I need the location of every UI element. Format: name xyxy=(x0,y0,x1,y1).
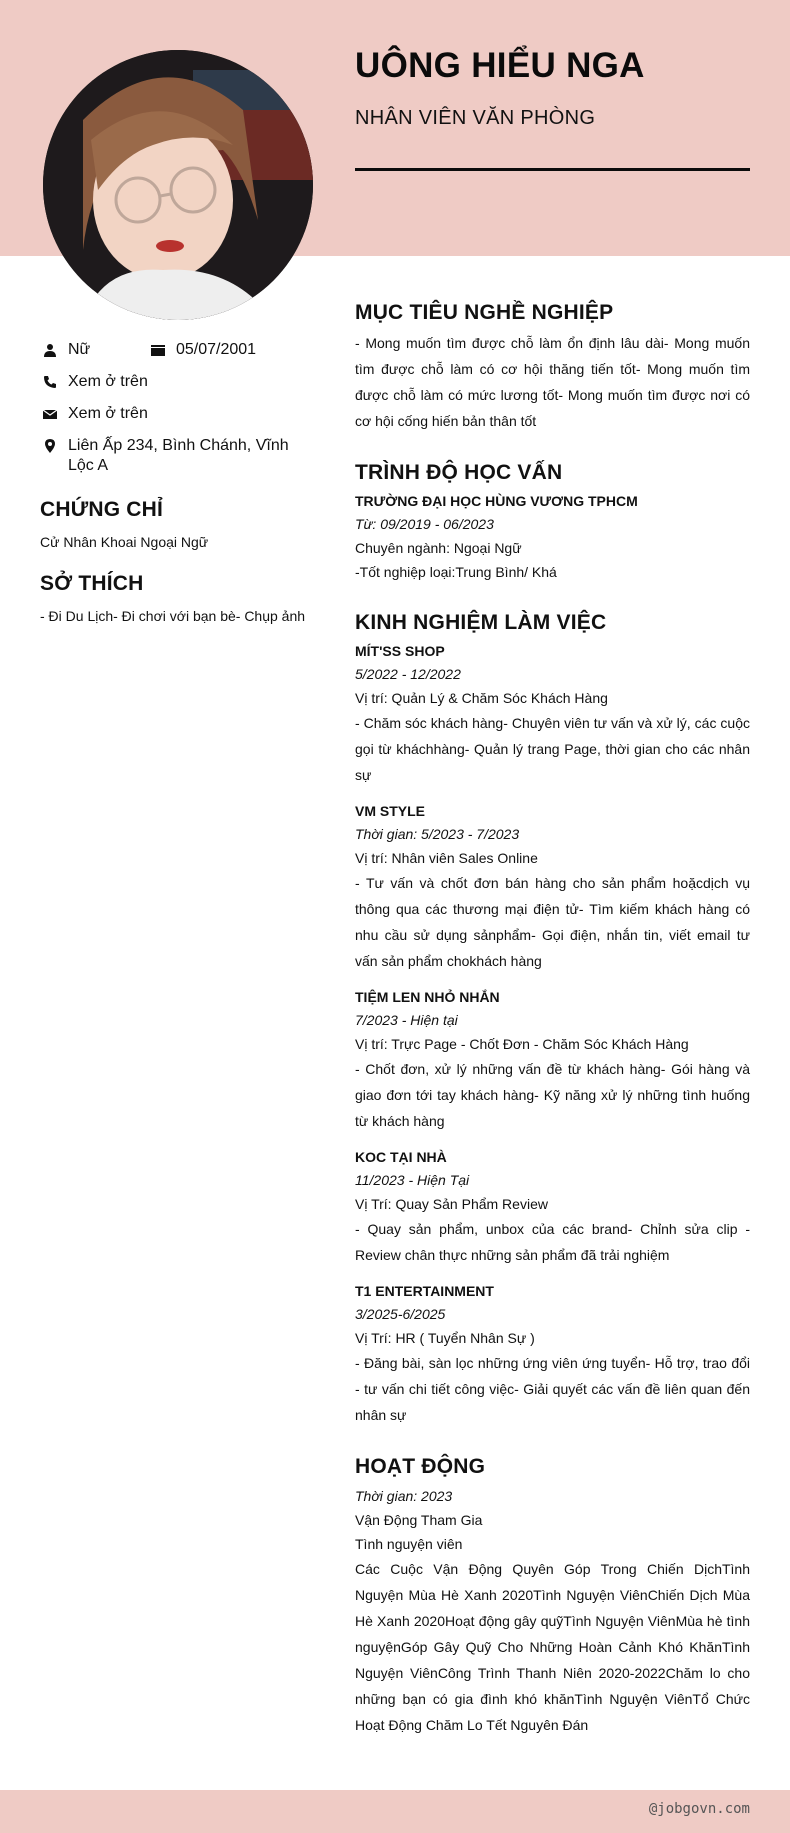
gender-item xyxy=(40,340,148,360)
experience-section xyxy=(355,608,750,1428)
objective-text: - Mong muốn tìm được chỗ làm ổn định lâu dài- Mong muốn tìm được chỗ làm có cơ hội thăng tiến tốt- Mong muốn tìm được chỗ làm có mức lương tốt- Mong muốn tìm được nơi có cơ hội cống hiến bản thân tốt xyxy=(355,335,750,429)
personal-row xyxy=(40,340,320,360)
activities-heading: HOẠT ĐỘNG xyxy=(355,1455,486,1478)
job-description: - Tư vấn và chốt đơn bán hàng cho sản phẩm hoặcdịch vụ thông qua các thương mại điện tử- Tìm kiếm khách hàng có nhu cầu sử dụng sảnphẩm- Gọi điện, nhắn tin, viết email tư vấn sản phẩm chokhách hàng xyxy=(355,875,750,969)
objective-section xyxy=(355,298,750,434)
job-company: VM STYLE xyxy=(355,803,426,819)
job-description: - Quay sản phẩm, unbox của các brand- Chỉnh sửa clip - Review chân thực những sản phẩm đã trải nghiệm xyxy=(355,1221,750,1263)
calendar-icon xyxy=(148,340,168,360)
right-column xyxy=(355,298,750,1754)
phone-row xyxy=(40,372,320,392)
job-company: MÍT'SS SHOP xyxy=(355,643,445,659)
address-value: Liên Ấp 234, Bình Chánh, Vĩnh Lộc A xyxy=(68,437,289,474)
job-company: KOC TẠI NHÀ xyxy=(355,1149,447,1165)
objective-heading: MỤC TIÊU NGHỀ NGHIỆP xyxy=(355,301,614,324)
activity-description: Các Cuộc Vận Động Quyên Góp Trong Chiến DịchTình Nguyện Mùa Hè Xanh 2020Tình Nguyện ViênChiến Dịch Mùa Hè Xanh 2020Hoạt động gây quỹTình Nguyện ViênMùa hè tình nguyệnGóp Gây Quỹ Cho Những Hoàn Cảnh Khó KhănTình Nguyện ViênCông Trình Thanh Niên 2020-2022Chăm lo cho những bạn có gia đình khó khănTình Nguyện ViênTổ Chức Hoạt Động Chăm Lo Tết Nguyên Đán xyxy=(355,1561,750,1733)
birthday-value: 05/07/2001 xyxy=(176,341,257,358)
activities-section xyxy=(355,1452,750,1738)
job-description: - Chăm sóc khách hàng- Chuyên viên tư vấn và xử lý, các cuộc gọi từ kháchhàng- Quản lý trang Page, thời gian cho các nhân sự xyxy=(355,715,750,783)
education-major: Chuyên ngành: Ngoại Ngữ xyxy=(355,540,522,556)
email-row xyxy=(40,404,320,424)
job-company: T1 ENTERTAINMENT xyxy=(355,1283,494,1299)
job-position: Vị Trí: Quay Sản Phẩm Review xyxy=(355,1196,548,1212)
watermark: @jobgovn.com xyxy=(648,1801,750,1817)
email-icon xyxy=(40,404,60,424)
job-description: - Chốt đơn, xử lý những vấn đề từ khách hàng- Gói hàng và giao đơn tới tay khách hàng- Kỹ năng xử lý những tình huống từ khách hàng xyxy=(355,1061,750,1129)
job-period: 5/2022 - 12/2022 xyxy=(355,666,461,682)
hobbies-heading: SỞ THÍCH xyxy=(40,572,144,595)
title-divider xyxy=(355,168,750,171)
person-icon xyxy=(40,340,60,360)
job-position: Vị trí: Quản Lý & Chăm Sóc Khách Hàng xyxy=(355,690,608,706)
job-position: Vị trí: Nhân viên Sales Online xyxy=(355,850,538,866)
education-period: Từ: 09/2019 - 06/2023 xyxy=(355,516,494,532)
phone-icon xyxy=(40,372,60,392)
job-entry xyxy=(355,1146,750,1268)
job-period: 3/2025-6/2025 xyxy=(355,1306,446,1322)
job-period: 11/2023 - Hiện Tại xyxy=(355,1172,470,1188)
certificates-text: Cử Nhân Khoai Ngoại Ngữ xyxy=(40,534,209,550)
location-icon xyxy=(40,436,60,456)
job-position: Vị trí: Trực Page - Chốt Đơn - Chăm Sóc Khách Hàng xyxy=(355,1036,689,1052)
job-period: Thời gian: 5/2023 - 7/2023 xyxy=(355,826,520,842)
address-row xyxy=(40,436,320,476)
job-position: Vị Trí: HR ( Tuyển Nhân Sự ) xyxy=(355,1330,535,1346)
left-column xyxy=(40,340,320,626)
experience-heading: KINH NGHIỆM LÀM VIỆC xyxy=(355,611,607,634)
job-entry xyxy=(355,1280,750,1428)
education-section xyxy=(355,458,750,584)
phone-value: Xem ở trên xyxy=(68,373,148,390)
activity-name: Vận Động Tham Gia xyxy=(355,1512,483,1528)
education-heading: TRÌNH ĐỘ HỌC VẤN xyxy=(355,461,563,484)
job-entry xyxy=(355,640,750,788)
activity-role: Tình nguyện viên xyxy=(355,1536,463,1552)
school-name: TRƯỜNG ĐẠI HỌC HÙNG VƯƠNG TPHCM xyxy=(355,493,638,509)
candidate-title: NHÂN VIÊN VĂN PHÒNG xyxy=(355,107,596,129)
activity-period: Thời gian: 2023 xyxy=(355,1488,453,1504)
hobbies-text: - Đi Du Lịch- Đi chơi với bạn bè- Chụp ảnh xyxy=(40,608,306,624)
candidate-name: UÔNG HIỂU NGA xyxy=(355,46,645,85)
email-value: Xem ở trên xyxy=(68,405,148,422)
job-period: 7/2023 - Hiện tại xyxy=(355,1012,458,1028)
job-description: - Đăng bài, sàn lọc những ứng viên ứng tuyển- Hỗ trợ, trao đổi - tư vấn chi tiết công việc- Giải quyết các vấn đề liên quan đến nhân sự xyxy=(355,1355,750,1423)
certificates-heading: CHỨNG CHỈ xyxy=(40,498,164,521)
job-company: TIỆM LEN NHỎ NHẮN xyxy=(355,989,500,1005)
job-entry xyxy=(355,986,750,1134)
profile-photo xyxy=(43,50,313,320)
job-entry xyxy=(355,800,750,974)
education-grade: -Tốt nghiệp loại:Trung Bình/ Khá xyxy=(355,564,557,580)
gender-value: Nữ xyxy=(68,341,91,358)
